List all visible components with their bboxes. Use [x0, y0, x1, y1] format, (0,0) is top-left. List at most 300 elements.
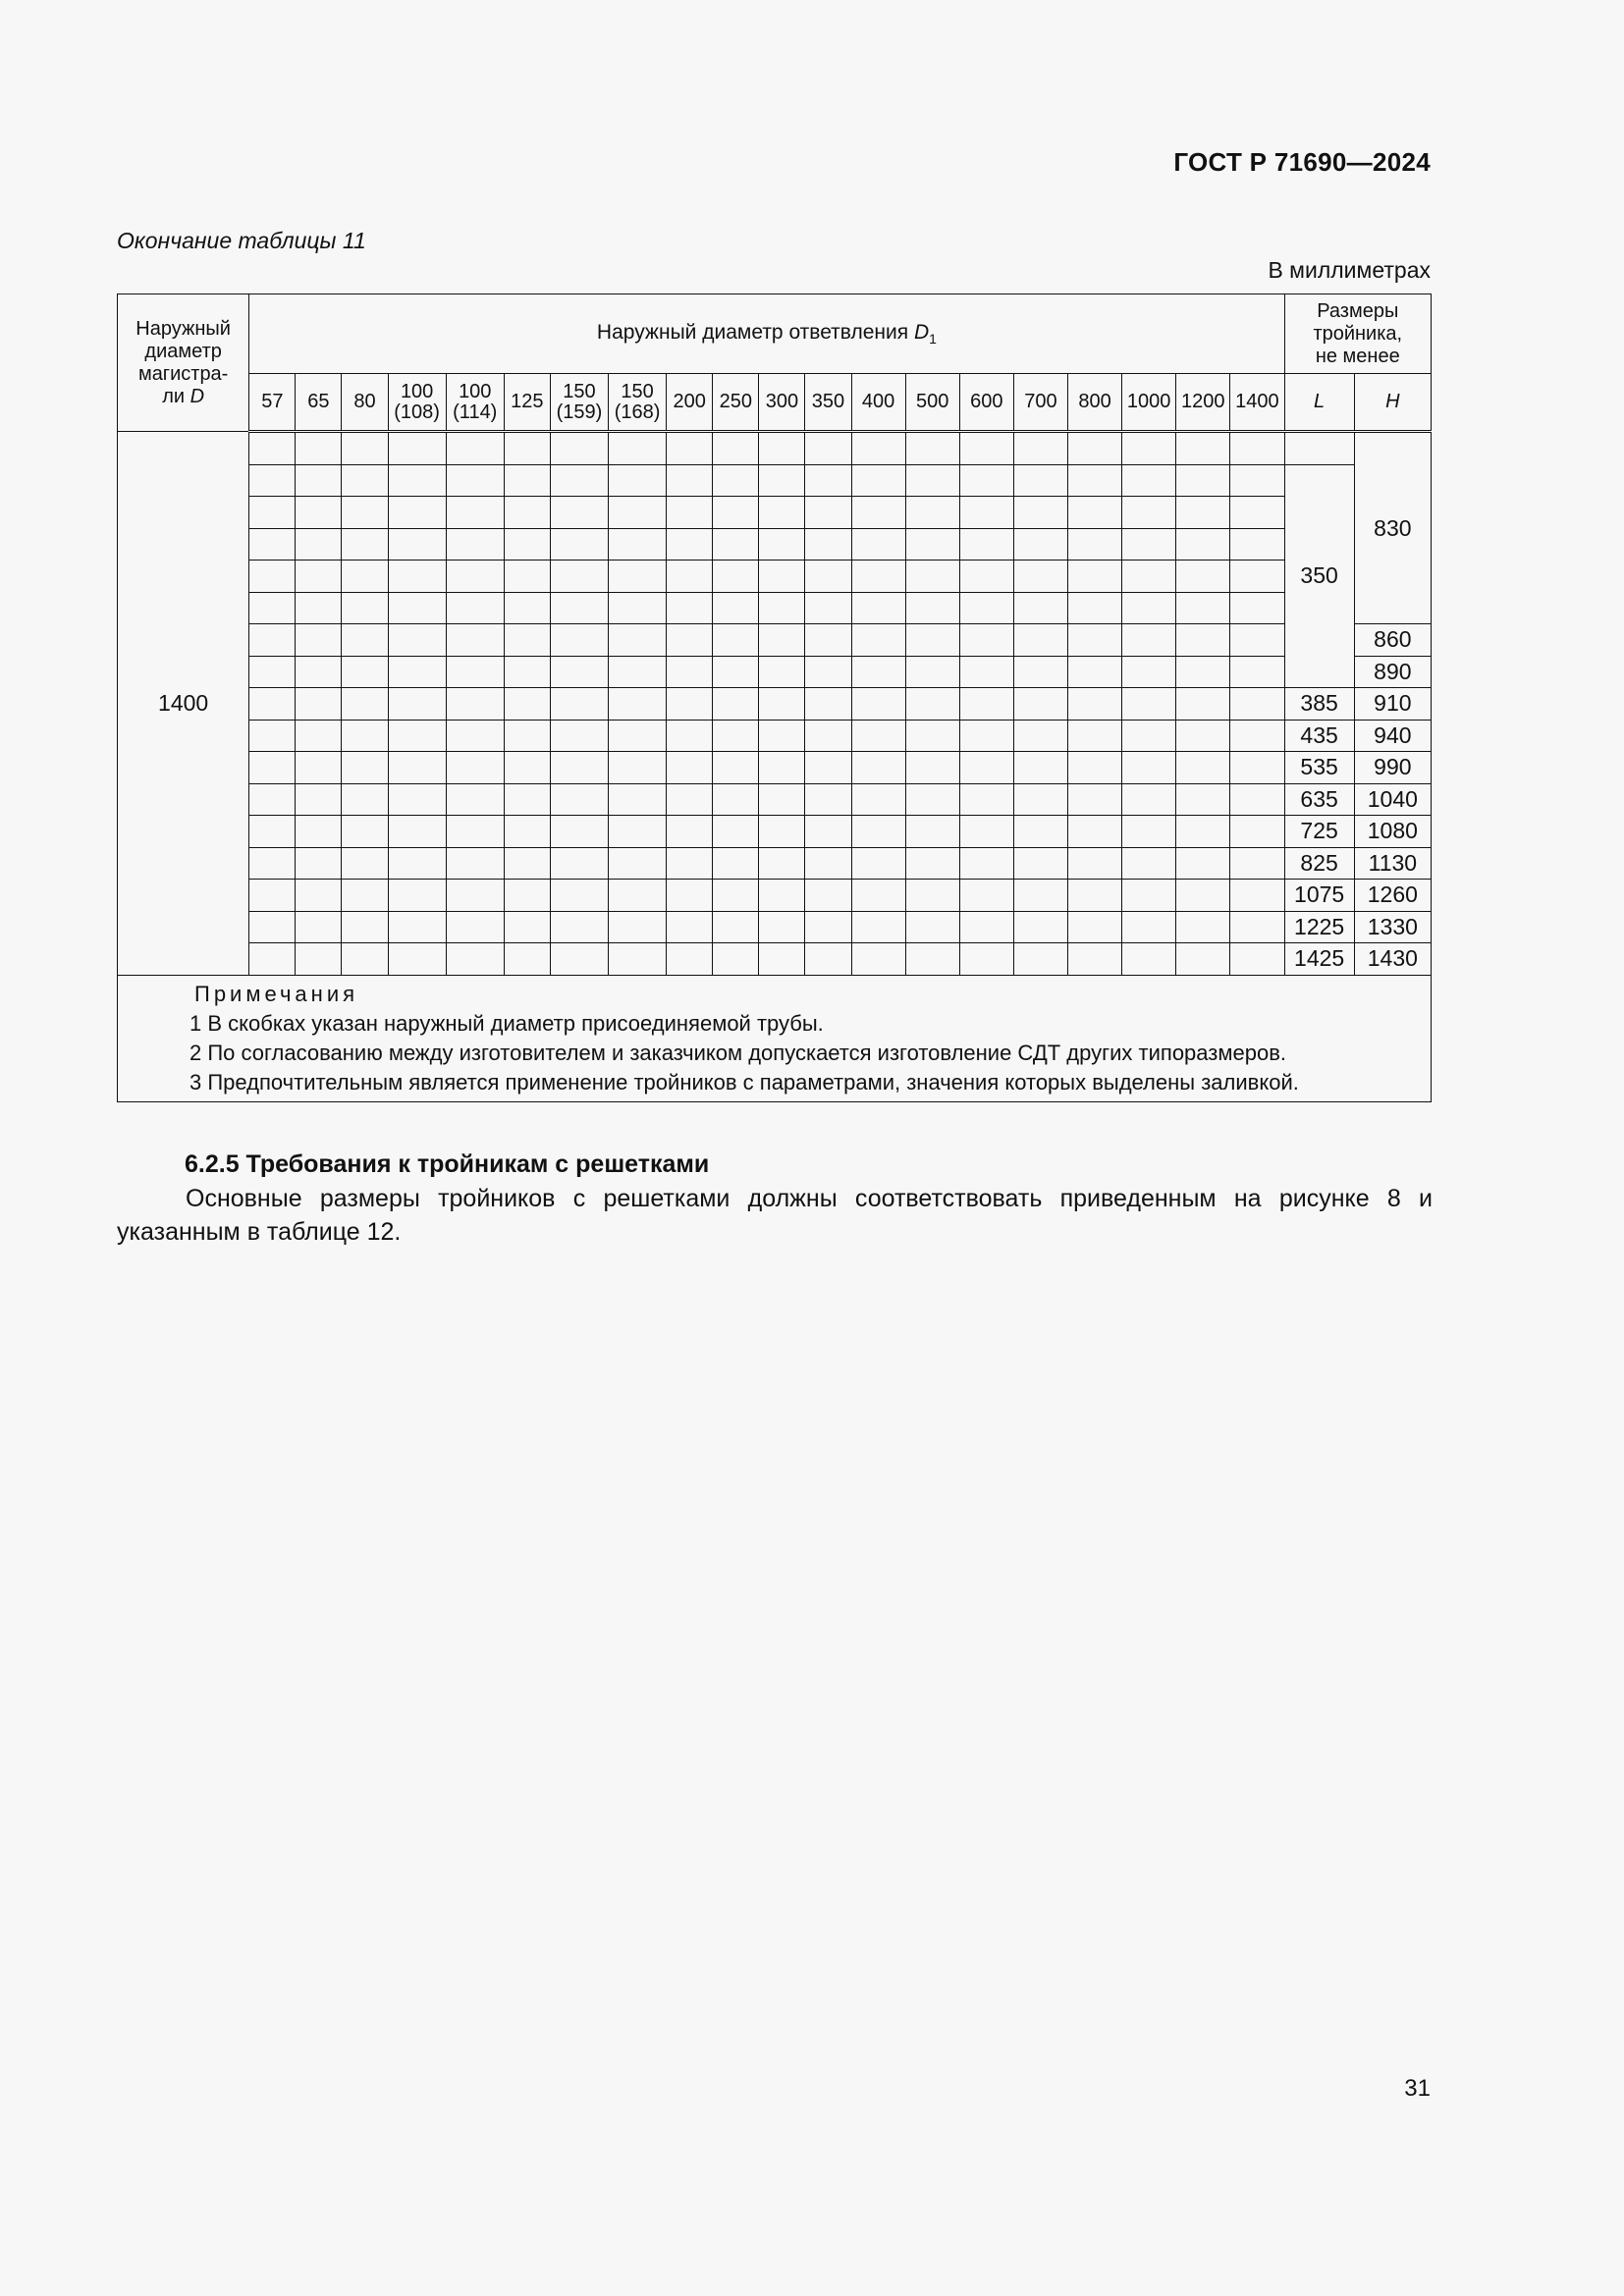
- branch-cell: [550, 880, 608, 912]
- branch-cell: [446, 656, 504, 688]
- branch-cell: [504, 624, 550, 657]
- branch-cell: [713, 592, 759, 624]
- branch-cell: [1013, 911, 1067, 943]
- branch-cell: [342, 880, 388, 912]
- branch-cell: [759, 432, 805, 465]
- branch-cell: [905, 752, 959, 784]
- length-cell: 385: [1284, 688, 1354, 721]
- branch-col-header: 57: [249, 374, 296, 432]
- branch-col-header: 150 (168): [609, 374, 667, 432]
- branch-cell: [446, 720, 504, 752]
- branch-cell: [851, 528, 905, 561]
- branch-cell: [1230, 432, 1284, 465]
- table-row: [118, 943, 1432, 976]
- branch-cell: [296, 624, 342, 657]
- branch-cell: [759, 561, 805, 593]
- branch-cell: [667, 752, 713, 784]
- branch-cell: [667, 624, 713, 657]
- branch-cell: [805, 624, 851, 657]
- branch-cell: [1067, 880, 1121, 912]
- branch-cell: [851, 592, 905, 624]
- branch-cell: [504, 783, 550, 816]
- branch-cell: [1176, 432, 1230, 465]
- branch-cell: [550, 943, 608, 976]
- branch-cell: [1122, 752, 1176, 784]
- branch-cell: [296, 432, 342, 465]
- branch-cell: [851, 720, 905, 752]
- branch-cell: [805, 911, 851, 943]
- branch-cell: [1122, 432, 1176, 465]
- branch-cell: [1067, 720, 1121, 752]
- height-cell: 830: [1354, 432, 1431, 624]
- branch-cell: [1122, 656, 1176, 688]
- branch-col-header: 700: [1013, 374, 1067, 432]
- branch-cell: [851, 752, 905, 784]
- branch-cell: [388, 752, 446, 784]
- branch-cell: [446, 783, 504, 816]
- branch-cell: [296, 592, 342, 624]
- table-row: [118, 911, 1432, 943]
- branch-cell: [296, 497, 342, 529]
- branch-cell: [667, 783, 713, 816]
- branch-cell: [1176, 688, 1230, 721]
- branch-cell: [851, 497, 905, 529]
- dimensions-table: [117, 294, 1432, 1102]
- branch-cell: [1122, 561, 1176, 593]
- branch-cell: [1013, 464, 1067, 497]
- branch-cell: [959, 783, 1013, 816]
- branch-cell: [342, 656, 388, 688]
- branch-cell: [713, 720, 759, 752]
- height-cell: 1260: [1354, 880, 1431, 912]
- branch-cell: [1176, 783, 1230, 816]
- branch-cell: [1067, 688, 1121, 721]
- length-cell: 350: [1284, 464, 1354, 688]
- branch-cell: [550, 592, 608, 624]
- branch-cell: [504, 656, 550, 688]
- branch-cell: [1230, 656, 1284, 688]
- branch-cell: [296, 688, 342, 721]
- branch-cell: [249, 464, 296, 497]
- branch-cell: [550, 432, 608, 465]
- branch-cell: [1067, 752, 1121, 784]
- branch-cell: [249, 752, 296, 784]
- branch-cell: [805, 497, 851, 529]
- branch-cell: [667, 847, 713, 880]
- branch-cell: [446, 561, 504, 593]
- branch-cell: [1067, 464, 1121, 497]
- branch-cell: [959, 880, 1013, 912]
- branch-cell: [905, 561, 959, 593]
- branch-cell: [805, 432, 851, 465]
- branch-cell: [342, 816, 388, 848]
- height-cell: 1040: [1354, 783, 1431, 816]
- branch-cell: [249, 497, 296, 529]
- branch-cell: [1176, 656, 1230, 688]
- branch-cell: [1013, 783, 1067, 816]
- branch-cell: [1122, 783, 1176, 816]
- height-cell: 1080: [1354, 816, 1431, 848]
- branch-cell: [959, 432, 1013, 465]
- branch-cell: [296, 943, 342, 976]
- branch-cell: [713, 528, 759, 561]
- branch-cell: [713, 497, 759, 529]
- branch-cell: [713, 783, 759, 816]
- branch-cell: [550, 816, 608, 848]
- branch-col-header: 350: [805, 374, 851, 432]
- length-cell: 1075: [1284, 880, 1354, 912]
- branch-col-header: 100 (114): [446, 374, 504, 432]
- branch-cell: [609, 561, 667, 593]
- branch-cell: [1067, 561, 1121, 593]
- branch-cell: [388, 592, 446, 624]
- note-item: 3 Предпочтительным является применение тройников с параметрами, значения которых выделены заливкой.: [189, 1069, 1299, 1095]
- branch-cell: [759, 497, 805, 529]
- branch-cell: [388, 783, 446, 816]
- table-row: [118, 752, 1432, 784]
- branch-cell: [446, 497, 504, 529]
- branch-cell: [905, 528, 959, 561]
- note-item: 1 В скобках указан наружный диаметр присоединяемой трубы.: [189, 1010, 824, 1036]
- height-cell: 1430: [1354, 943, 1431, 976]
- branch-cell: [550, 528, 608, 561]
- branch-cell: [1230, 497, 1284, 529]
- branch-cell: [1013, 497, 1067, 529]
- note-item: 2 По согласованию между изготовителем и заказчиком допускается изготовление СДТ других типоразмеров.: [189, 1040, 1286, 1065]
- table-row: [118, 720, 1432, 752]
- branch-cell: [805, 816, 851, 848]
- branch-cell: [1230, 688, 1284, 721]
- branch-cell: [667, 528, 713, 561]
- branch-cell: [905, 911, 959, 943]
- branch-cell: [1176, 816, 1230, 848]
- branch-cell: [959, 720, 1013, 752]
- branch-cell: [1067, 624, 1121, 657]
- branch-cell: [342, 464, 388, 497]
- branch-cell: [1176, 624, 1230, 657]
- branch-cell: [342, 432, 388, 465]
- branch-cell: [446, 432, 504, 465]
- branch-cell: [713, 816, 759, 848]
- branch-cell: [504, 688, 550, 721]
- branch-cell: [609, 816, 667, 848]
- branch-cell: [296, 561, 342, 593]
- branch-cell: [1013, 528, 1067, 561]
- branch-cell: [1067, 847, 1121, 880]
- branch-cell: [1013, 720, 1067, 752]
- branch-cell: [342, 943, 388, 976]
- branch-cell: [1230, 880, 1284, 912]
- branch-cell: [1122, 880, 1176, 912]
- branch-cell: [296, 720, 342, 752]
- branch-cell: [851, 783, 905, 816]
- branch-cell: [388, 943, 446, 976]
- branch-cell: [905, 688, 959, 721]
- branch-cell: [1230, 783, 1284, 816]
- branch-col-header: 65: [296, 374, 342, 432]
- branch-cell: [1067, 592, 1121, 624]
- branch-cell: [609, 752, 667, 784]
- branch-cell: [249, 432, 296, 465]
- branch-cell: [446, 528, 504, 561]
- branch-cell: [342, 592, 388, 624]
- branch-cell: [446, 911, 504, 943]
- branch-cell: [550, 847, 608, 880]
- branch-cell: [1230, 847, 1284, 880]
- branch-cell: [388, 911, 446, 943]
- branch-cell: [959, 688, 1013, 721]
- branch-diameter-header: Наружный диаметр ответвления $D_1$: [249, 294, 1284, 374]
- table-row: [118, 432, 1432, 465]
- branch-cell: [249, 943, 296, 976]
- branch-cell: [446, 816, 504, 848]
- length-cell: 725: [1284, 816, 1354, 848]
- length-cell: 435: [1284, 720, 1354, 752]
- table-row: [118, 528, 1432, 561]
- branch-cell: [1067, 943, 1121, 976]
- branch-cell: [905, 847, 959, 880]
- table-caption: Окончание таблицы 11: [117, 228, 366, 253]
- branch-cell: [759, 720, 805, 752]
- branch-cell: [1122, 816, 1176, 848]
- branch-cell: [388, 561, 446, 593]
- height-cell: 860: [1354, 624, 1431, 657]
- branch-cell: [667, 880, 713, 912]
- branch-col-header: 1400: [1230, 374, 1284, 432]
- branch-cell: [959, 464, 1013, 497]
- branch-cell: [667, 656, 713, 688]
- branch-cell: [609, 688, 667, 721]
- branch-cell: [851, 911, 905, 943]
- branch-cell: [249, 561, 296, 593]
- branch-cell: [342, 911, 388, 943]
- branch-cell: [342, 847, 388, 880]
- branch-cell: [805, 592, 851, 624]
- branch-cell: [759, 688, 805, 721]
- branch-cell: [342, 752, 388, 784]
- branch-col-header: 150 (159): [550, 374, 608, 432]
- branch-cell: [504, 752, 550, 784]
- branch-cell: [759, 847, 805, 880]
- table-row: [118, 783, 1432, 816]
- branch-cell: [1013, 816, 1067, 848]
- branch-cell: [805, 783, 851, 816]
- branch-cell: [667, 911, 713, 943]
- branch-cell: [1122, 624, 1176, 657]
- branch-cell: [959, 561, 1013, 593]
- branch-cell: [713, 432, 759, 465]
- table-row: [118, 656, 1432, 688]
- branch-cell: [249, 911, 296, 943]
- branch-cell: [667, 464, 713, 497]
- table-row: [118, 624, 1432, 657]
- branch-cell: [342, 561, 388, 593]
- branch-cell: [609, 624, 667, 657]
- branch-cell: [388, 688, 446, 721]
- branch-cell: [550, 688, 608, 721]
- branch-cell: [1122, 911, 1176, 943]
- branch-cell: [1013, 943, 1067, 976]
- branch-cell: [851, 880, 905, 912]
- branch-cell: [905, 432, 959, 465]
- branch-cell: [296, 880, 342, 912]
- branch-cell: [713, 464, 759, 497]
- branch-cell: [959, 528, 1013, 561]
- branch-cell: [1230, 752, 1284, 784]
- branch-cell: [851, 561, 905, 593]
- main-diameter-value: 1400: [118, 432, 249, 976]
- table-row: [118, 688, 1432, 721]
- branch-cell: [296, 528, 342, 561]
- branch-cell: [667, 497, 713, 529]
- branch-cell: [851, 656, 905, 688]
- branch-cell: [1122, 464, 1176, 497]
- branch-cell: [713, 943, 759, 976]
- branch-cell: [1122, 943, 1176, 976]
- height-cell: 940: [1354, 720, 1431, 752]
- branch-cell: [905, 497, 959, 529]
- branch-cell: [1230, 561, 1284, 593]
- branch-cell: [609, 528, 667, 561]
- branch-cell: [1067, 816, 1121, 848]
- branch-cell: [1067, 783, 1121, 816]
- branch-cell: [959, 911, 1013, 943]
- branch-cell: [713, 847, 759, 880]
- branch-cell: [805, 847, 851, 880]
- body-paragraph: Основные размеры тройников с решетками должны соответствовать приведенным на рисунке 8 и указанным в таблице 12.: [117, 1185, 1433, 1246]
- branch-cell: [1176, 592, 1230, 624]
- branch-cell: [342, 624, 388, 657]
- branch-cell: [446, 880, 504, 912]
- branch-cell: [759, 816, 805, 848]
- branch-cell: [805, 720, 851, 752]
- branch-cell: [388, 816, 446, 848]
- branch-cell: [1230, 592, 1284, 624]
- table-row: [118, 592, 1432, 624]
- branch-cell: [446, 847, 504, 880]
- branch-cell: [249, 816, 296, 848]
- branch-cell: [905, 656, 959, 688]
- branch-cell: [1176, 561, 1230, 593]
- branch-cell: [851, 624, 905, 657]
- branch-cell: [713, 624, 759, 657]
- branch-cell: [667, 592, 713, 624]
- branch-cell: [905, 464, 959, 497]
- branch-cell: [713, 561, 759, 593]
- branch-cell: [504, 464, 550, 497]
- branch-cell: [504, 528, 550, 561]
- branch-cell: [905, 592, 959, 624]
- branch-cell: [1122, 720, 1176, 752]
- length-cell: 635: [1284, 783, 1354, 816]
- branch-cell: [1230, 816, 1284, 848]
- branch-cell: [667, 561, 713, 593]
- table-row: [118, 497, 1432, 529]
- branch-cell: [1013, 656, 1067, 688]
- table-row: [118, 464, 1432, 497]
- branch-cell: [959, 752, 1013, 784]
- table-row: [118, 816, 1432, 848]
- branch-cell: [1230, 624, 1284, 657]
- branch-cell: [667, 432, 713, 465]
- branch-cell: [759, 528, 805, 561]
- branch-cell: [1067, 497, 1121, 529]
- branch-cell: [550, 911, 608, 943]
- branch-cell: [550, 752, 608, 784]
- branch-cell: [446, 464, 504, 497]
- branch-cell: [805, 464, 851, 497]
- branch-col-header: 500: [905, 374, 959, 432]
- branch-cell: [446, 592, 504, 624]
- branch-cell: [1013, 847, 1067, 880]
- branch-cell: [1013, 688, 1067, 721]
- branch-cell: [550, 624, 608, 657]
- table-row: [118, 561, 1432, 593]
- branch-cell: [504, 880, 550, 912]
- branch-cell: [759, 624, 805, 657]
- branch-cell: [342, 497, 388, 529]
- branch-cell: [609, 911, 667, 943]
- branch-col-header: 1000: [1122, 374, 1176, 432]
- height-cell: 890: [1354, 656, 1431, 688]
- length-cell: 825: [1284, 847, 1354, 880]
- branch-cell: [1176, 752, 1230, 784]
- branch-cell: [609, 464, 667, 497]
- branch-cell: [1122, 497, 1176, 529]
- branch-cell: [905, 624, 959, 657]
- branch-cell: [1230, 720, 1284, 752]
- branch-cell: [713, 752, 759, 784]
- branch-cell: [1176, 880, 1230, 912]
- branch-cell: [446, 943, 504, 976]
- branch-cell: [388, 880, 446, 912]
- branch-col-header: 80: [342, 374, 388, 432]
- branch-cell: [1122, 528, 1176, 561]
- length-cell: 1225: [1284, 911, 1354, 943]
- branch-cell: [1067, 528, 1121, 561]
- branch-cell: [296, 847, 342, 880]
- branch-cell: [713, 656, 759, 688]
- page-number: 31: [1404, 2075, 1431, 2102]
- height-cell: 1130: [1354, 847, 1431, 880]
- branch-cell: [504, 847, 550, 880]
- branch-cell: [609, 497, 667, 529]
- branch-cell: [249, 783, 296, 816]
- height-col-header: H: [1354, 374, 1431, 432]
- branch-col-header: 800: [1067, 374, 1121, 432]
- branch-cell: [805, 656, 851, 688]
- branch-cell: [388, 528, 446, 561]
- branch-cell: [249, 624, 296, 657]
- branch-col-header: 300: [759, 374, 805, 432]
- branch-cell: [1122, 688, 1176, 721]
- branch-cell: [805, 943, 851, 976]
- branch-cell: [296, 816, 342, 848]
- branch-cell: [609, 847, 667, 880]
- branch-cell: [1176, 911, 1230, 943]
- table-row: [118, 847, 1432, 880]
- branch-cell: [1176, 847, 1230, 880]
- branch-cell: [1176, 943, 1230, 976]
- branch-cell: [504, 592, 550, 624]
- branch-cell: [713, 880, 759, 912]
- branch-cell: [805, 528, 851, 561]
- branch-cell: [609, 720, 667, 752]
- branch-cell: [1176, 497, 1230, 529]
- branch-cell: [550, 464, 608, 497]
- branch-col-header: 100 (108): [388, 374, 446, 432]
- branch-cell: [1176, 464, 1230, 497]
